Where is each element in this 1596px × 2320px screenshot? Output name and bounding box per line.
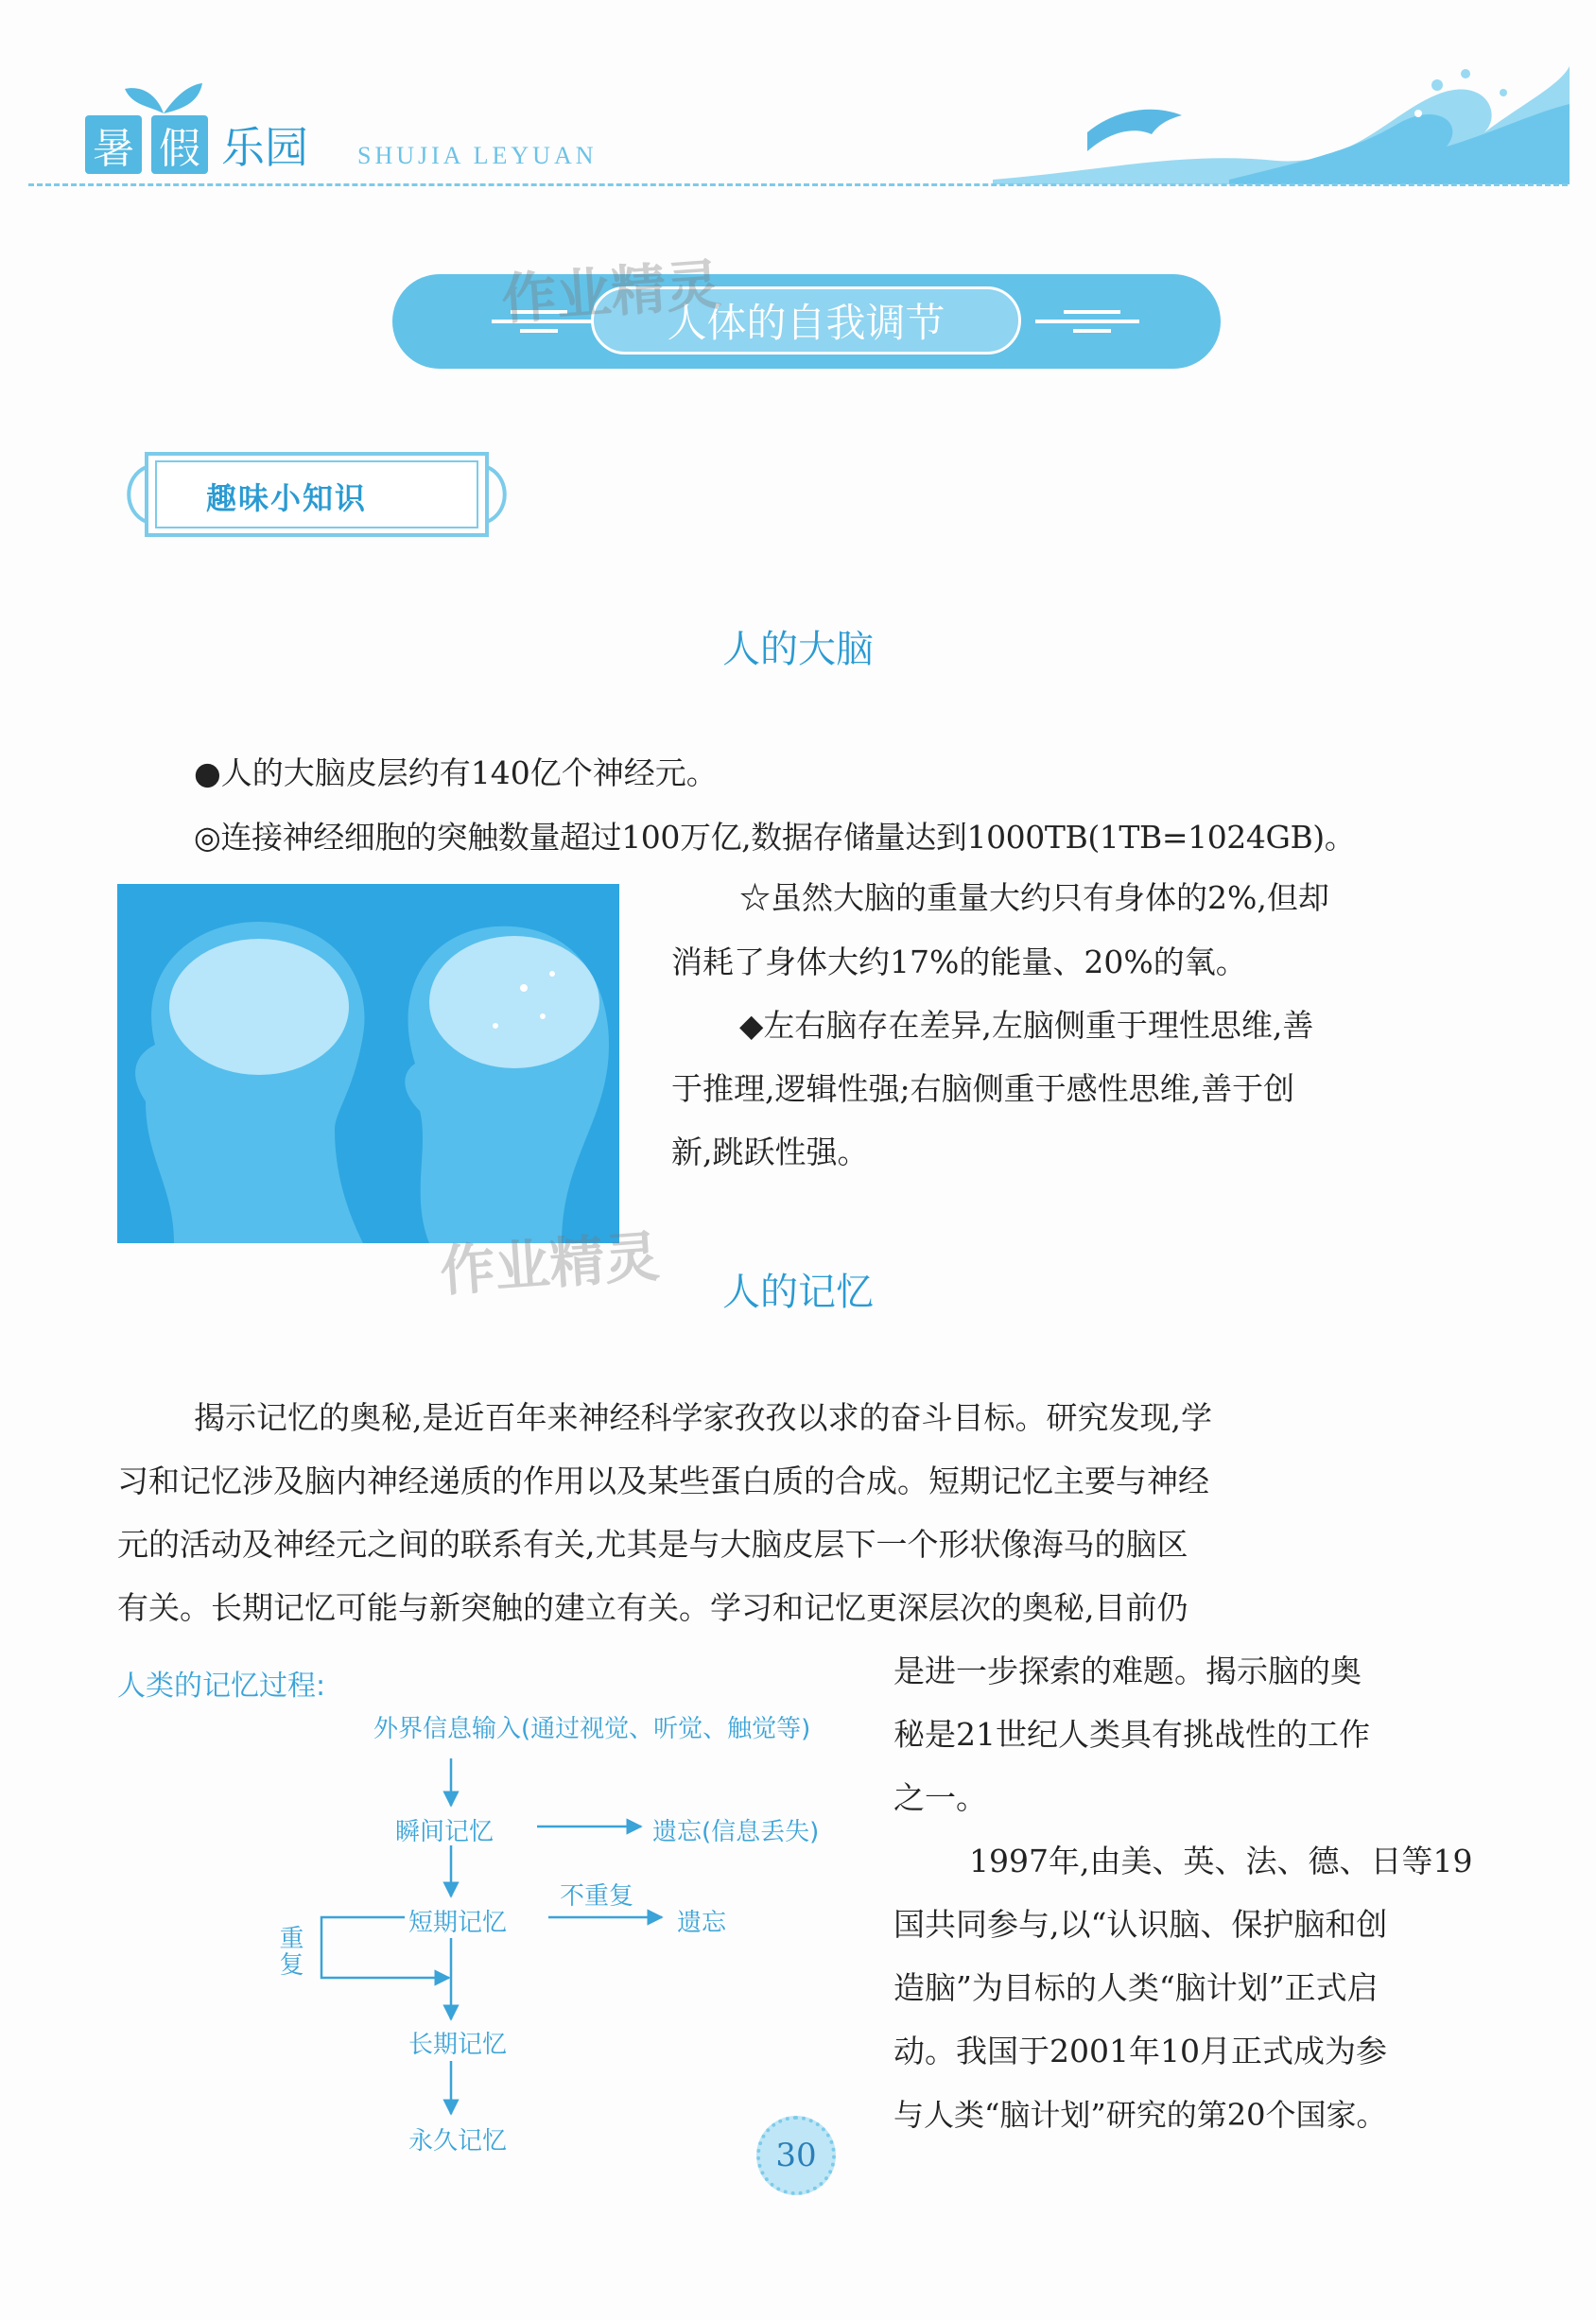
section-title-brain: 人的大脑 xyxy=(722,628,874,671)
memory-right-line-6: 造脑”为目标的人类“脑计划”正式启 xyxy=(893,1969,1379,2006)
diagram-permanent-memory: 永久记忆 xyxy=(408,2127,508,2156)
section-title-memory: 人的记忆 xyxy=(722,1271,874,1314)
memory-right-line-5: 国共同参与,以“认识脑、保护脑和创 xyxy=(893,1906,1388,1943)
memory-right-line-8: 与人类“脑计划”研究的第20个国家。 xyxy=(893,2097,1387,2133)
brain-right-line-1: ☆虽然大脑的重量大约只有身体的2%,但却 xyxy=(739,879,1329,916)
leaf-icon xyxy=(121,78,206,115)
brain-right-line-2: 消耗了身体大约17%的能量、20%的氧。 xyxy=(671,944,1247,980)
diagram-instant-memory: 瞬间记忆 xyxy=(395,1818,494,1846)
brain-fact-1: ●人的大脑皮层约有140亿个神经元。 xyxy=(194,754,718,791)
memory-right-line-4: 1997年,由美、英、法、德、日等19 xyxy=(969,1843,1473,1879)
diagram-input: 外界信息输入(通过视觉、听觉、触觉等) xyxy=(373,1715,811,1743)
brain-photo xyxy=(117,884,619,1243)
memory-para-line-3: 元的活动及神经元之间的联系有关,尤其是与大脑皮层下一个形状像海马的脑区 xyxy=(117,1526,1188,1563)
diagram-forget-1: 遗忘(信息丢失) xyxy=(652,1818,820,1846)
watermark: 作业精灵 xyxy=(499,251,723,332)
watermark-2: 作业精灵 xyxy=(438,1223,662,1304)
diagram-arrows xyxy=(265,1740,681,2137)
memory-para-line-4: 有关。长期记忆可能与新突触的建立有关。学习和记忆更深层次的奥秘,目前仍 xyxy=(117,1589,1188,1626)
banner-title: 人体的自我调节 xyxy=(591,286,1021,355)
brand-rest: 乐园 xyxy=(221,122,308,173)
diagram-long-memory: 长期记忆 xyxy=(408,2031,508,2059)
brain-right-line-4: 于推理,逻辑性强;右脑侧重于感性思维,善于创 xyxy=(671,1070,1295,1107)
memory-right-line-2: 秘是21世纪人类具有挑战性的工作 xyxy=(893,1716,1370,1753)
diagram-no-repeat: 不重复 xyxy=(560,1882,634,1911)
brain-fact-2: ◎连接神经细胞的突触数量超过100万亿,数据存储量达到1000TB(1TB=1024GB)。 xyxy=(194,819,1356,856)
diagram-forget-2: 遗忘 xyxy=(677,1909,727,1937)
waves-dolphin-icon xyxy=(993,57,1570,184)
brain-right-line-3: ◆左右脑存在差异,左脑侧重于理性思维,善 xyxy=(739,1007,1314,1044)
memory-para-line-1: 揭示记忆的奥秘,是近百年来神经科学家孜孜以求的奋斗目标。研究发现,学 xyxy=(194,1399,1212,1436)
memory-right-line-7: 动。我国于2001年10月正式成为参 xyxy=(893,2033,1387,2069)
brand-char-1: 暑 xyxy=(85,115,142,174)
banner-ornament-right xyxy=(1026,303,1139,340)
header-divider xyxy=(28,183,1568,186)
diagram-short-memory: 短期记忆 xyxy=(408,1909,508,1937)
memory-para-line-2: 习和记忆涉及脑内神经递质的作用以及某些蛋白质的合成。短期记忆主要与神经 xyxy=(117,1463,1209,1499)
memory-right-line-1: 是进一步探索的难题。揭示脑的奥 xyxy=(893,1653,1362,1689)
brand-char-2: 假 xyxy=(151,115,208,174)
diagram-title: 人类的记忆过程: xyxy=(117,1670,326,1703)
header-pinyin: SHUJIA LEYUAN xyxy=(357,142,598,169)
tag-label: 趣味小知识 xyxy=(206,480,368,516)
brain-right-line-5: 新,跳跃性强。 xyxy=(671,1134,869,1170)
page-number: 30 xyxy=(756,2116,836,2195)
memory-right-line-3: 之一。 xyxy=(893,1779,987,1816)
header-logo xyxy=(85,113,308,176)
diagram-repeat: 重复 xyxy=(275,1925,304,1978)
